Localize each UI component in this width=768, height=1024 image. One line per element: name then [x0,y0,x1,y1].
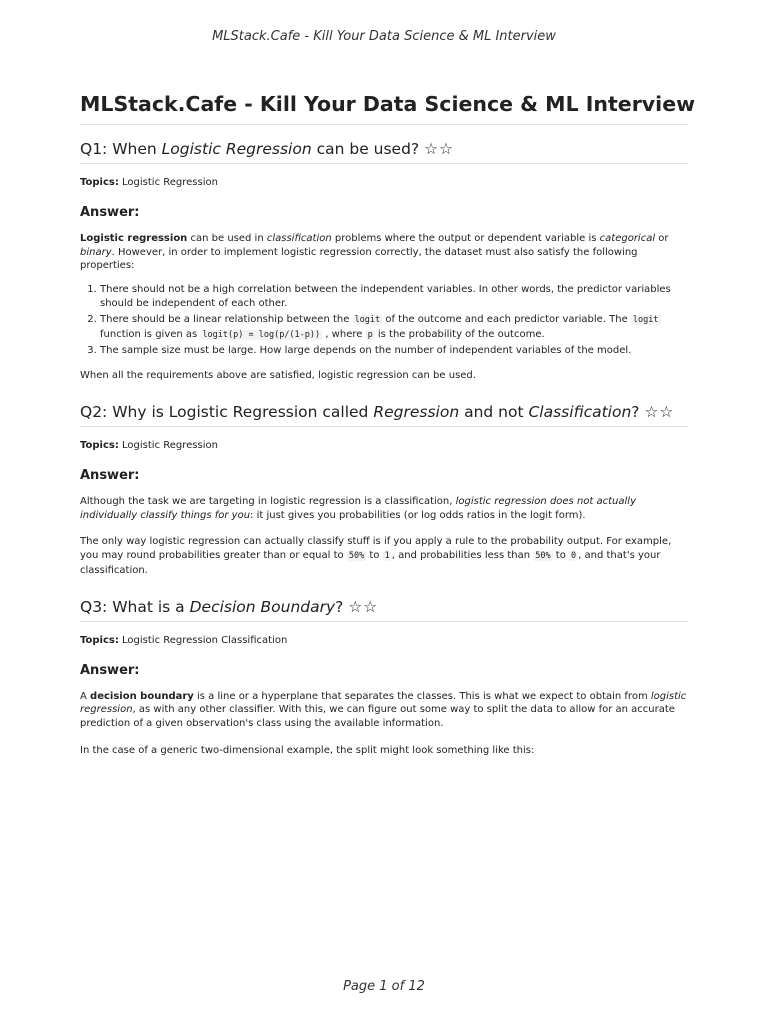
q1-requirements-list [80,283,688,358]
code-logit-formula: logit(p) = log(p/(1-p)) [202,329,321,340]
q2-text: , and probabilities less than [391,550,534,562]
q2-answer-heading: Answer: [80,467,140,483]
q2-answer-paragraph-2 [80,535,688,577]
q3-difficulty-stars: ☆☆ [348,597,379,616]
q1-answer-paragraph-1 [80,232,688,273]
q2-difficulty-stars: ☆☆ [644,402,675,421]
li-text: is the probability of the outcome. [374,328,545,340]
code-one: 1 [384,551,390,562]
q2-text: Although the task we are targeting in logistic regression is a classification, [80,495,456,507]
q3-term-decision-boundary: decision boundary [90,690,194,702]
q2-topics-value: Logistic Regression [122,439,218,451]
question-3-heading [80,599,688,622]
q2-text: The only way logistic regression can actually classify stuff is if you apply a rule to the probability output. For example, you may round probabilities greater than or equal to [80,536,672,562]
list-item: 1. There should not be a high correlation between the independent variables. In other words, the predictor variables should be independent of each other. [100,283,688,311]
code-logit: logit [632,314,659,325]
q1-term-classification: classification [266,232,332,244]
q1-title-part3: can be used? [311,140,425,158]
q2-title-part5: ? [631,402,645,421]
q1-term-logistic-regression: Logistic regression [80,232,188,244]
q1-prefix: Q1: [80,140,113,158]
code-50-percent: 50% [348,551,365,562]
q3-answer-paragraph-1 [80,690,688,731]
list-item: 3. The sample size must be large. How large depends on the number of independent variables of the model. [100,344,688,358]
code-p: p [367,329,373,340]
q1-text: or [655,232,669,244]
list-item [100,313,688,343]
q3-text: , as with any other classifier. With this, we can figure out some way to split the data to allow for an accurate prediction of a given observation's class using the available information. [80,704,675,730]
q3-topics-label: Topics: [80,634,119,646]
code-50-percent: 50% [535,551,551,562]
q2-title-part1: Why is Logistic Regression called [112,402,374,421]
li-text: There should be a linear relationship between the [100,313,353,325]
q1-term-categorical: categorical [599,232,656,244]
q1-topics-value: Logistic Regression [122,177,218,188]
running-header: MLStack.Cafe - Kill Your Data Science & ML Interview [212,29,556,44]
q3-text: A [80,690,91,702]
q2-text: to [366,550,383,562]
page-number: Page 1 of 12 [343,979,425,994]
q3-prefix: Q3: [80,597,113,616]
question-2-heading [80,404,688,427]
li-text: function is given as [100,328,201,340]
q2-topics [80,439,688,453]
q1-answer-heading: Answer: [80,204,140,220]
q3-topics-value: Logistic Regression Classification [122,634,288,646]
q3-title-emphasis: Decision Boundary [189,597,336,616]
q1-term-binary: binary [80,246,112,258]
q1-title-emphasis: Logistic Regression [161,140,312,158]
code-zero: 0 [571,551,577,562]
q3-topics [80,634,688,648]
code-logit: logit [354,314,381,325]
q2-text: : it just gives you probabilities (or log odds ratios in the logit form). [250,509,586,521]
q2-title-emphasis-classification: Classification [528,402,632,421]
q1-text: . However, in order to implement logistic regression correctly, the dataset must also satisfy the following properties: [80,246,638,272]
q2-text: , and that's your classification. [80,550,661,576]
q2-prefix: Q2: [80,402,113,421]
q3-title-part1: What is a [112,597,190,616]
q2-topics-label: Topics: [80,439,119,451]
li-text: , where [322,328,366,340]
q1-answer-paragraph-2: When all the requirements above are satisfied, logistic regression can be used. [80,370,476,382]
q1-difficulty-stars: ☆☆ [424,140,454,158]
q2-emphasis: logistic regression does not actually individually classify things for you [80,495,636,521]
q3-answer-heading: Answer: [80,662,140,678]
q2-answer-paragraph-1 [80,495,688,523]
q1-text: can be used in [187,232,267,244]
q3-text: is a line or a hyperplane that separates the classes. This is what we expect to obtain from [193,690,651,702]
q1-text: problems where the output or dependent variable is [331,232,600,244]
q2-title-emphasis-regression: Regression [373,402,460,421]
q3-title-part3: ? [335,597,349,616]
document-body [80,92,696,758]
li-text: of the outcome and each predictor variable. The [382,313,631,325]
q3-answer-paragraph-2: In the case of a generic two-dimensional example, the split might look something like this: [80,744,535,756]
q2-text: to [552,550,570,562]
q2-title-part3: and not [459,402,529,421]
q3-term-logistic-regression: logistic regression [80,690,687,716]
q1-topics [80,176,688,190]
q1-topics-label: Topics: [80,177,119,188]
q1-title-part1: When [112,140,162,158]
page-title: MLStack.Cafe - Kill Your Data Science & ML Interview [80,92,688,125]
question-1-heading [80,141,688,164]
